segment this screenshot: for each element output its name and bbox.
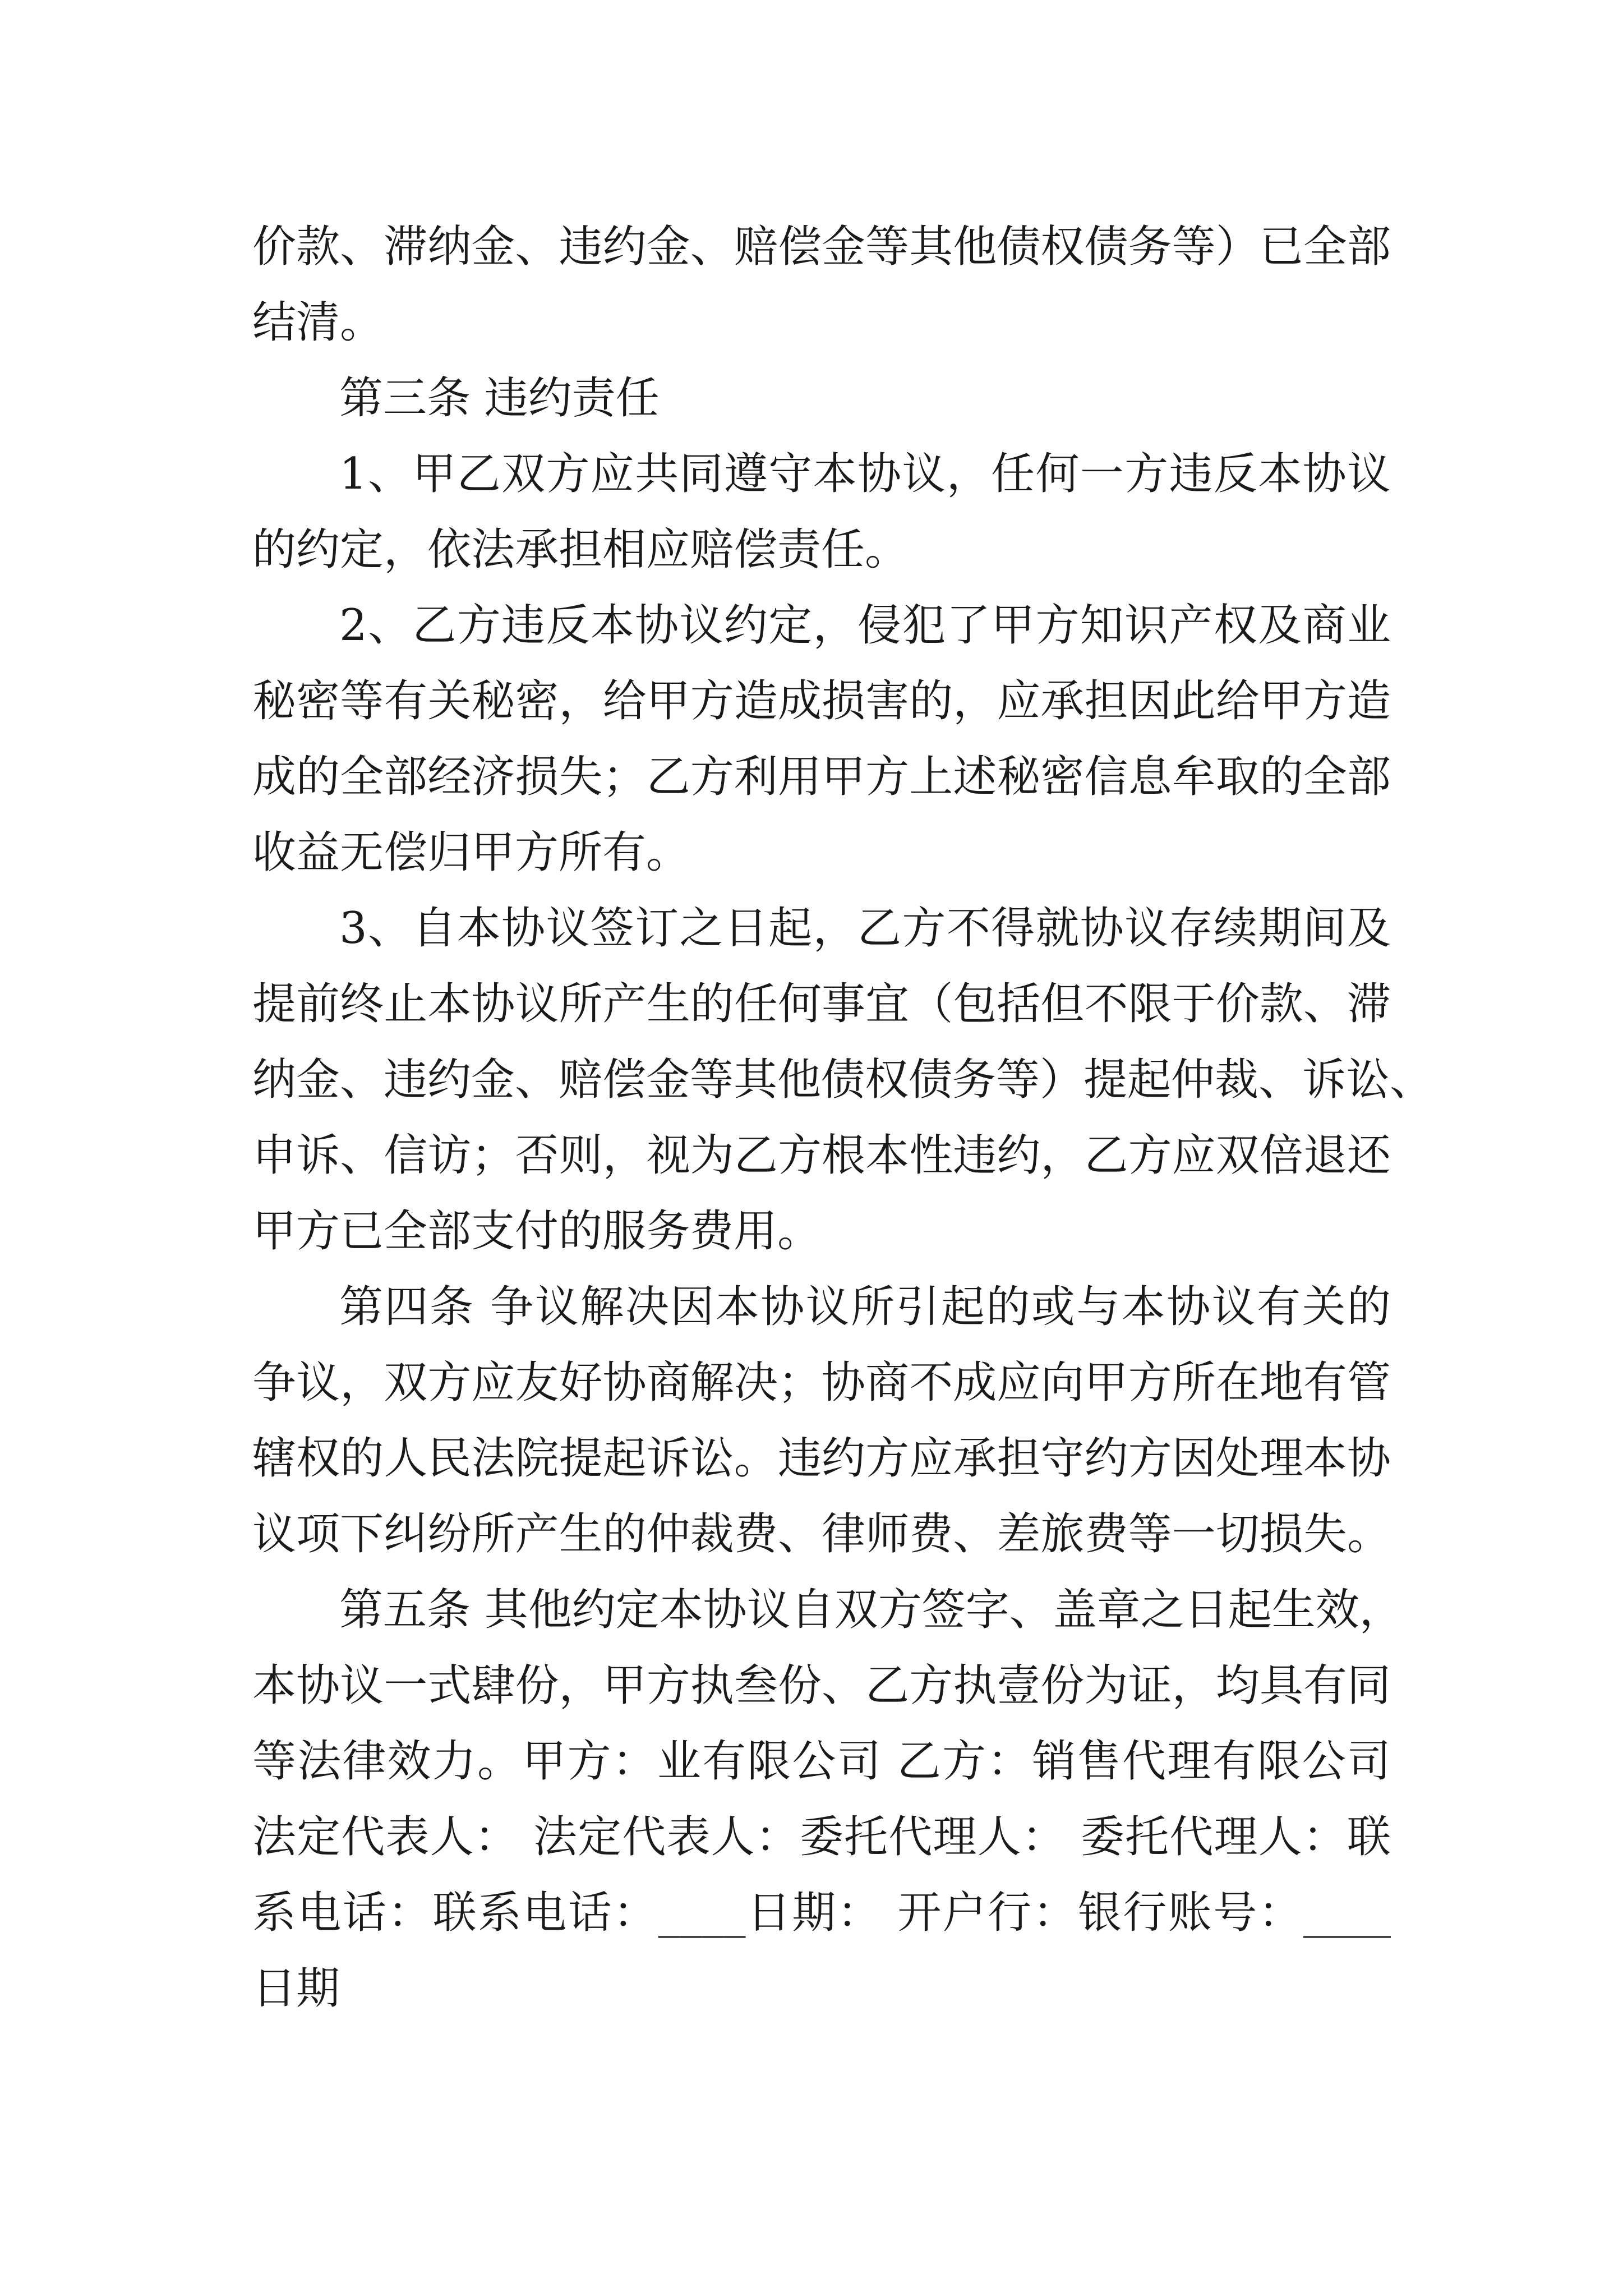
text-line-7: 秘密等有关秘密，给甲方造成损害的，应承担因此给甲方造 [252,676,1391,726]
text-line-21: 等法律效力。甲方：业有限公司 乙方：销售代理有限公司 [252,1736,1391,1787]
text-line-24: 日期 [252,1963,340,2014]
text-line-16: 争议，双方应友好协商解决；协商不成应向甲方所在地有管 [252,1358,1391,1408]
text-line-5: 的约定，依法承担相应赔偿责任。 [252,524,909,575]
text-line-14: 甲方已全部支付的服务费用。 [252,1206,822,1257]
article-3-heading: 第三条 违约责任 [339,373,660,424]
text-line-6: 2、乙方违反本协议约定，侵犯了甲方知识产权及商业 [339,600,1391,651]
text-line-11: 提前终止本协议所产生的任何事宜（包括但不限于价款、滞 [252,979,1391,1029]
text-line-2: 结清。 [252,297,384,348]
text-line-8: 成的全部经济损失；乙方利用甲方上述秘密信息牟取的全部 [252,752,1391,802]
text-line-18: 议项下纠纷所产生的仲裁费、律师费、差旅费等一切损失。 [252,1509,1391,1559]
text-line-4: 1、甲乙双方应共同遵守本协议，任何一方违反本协议 [339,449,1391,499]
text-line-17: 辖权的人民法院提起诉讼。违约方应承担守约方因处理本协 [252,1433,1391,1484]
text-line-22: 法定代表人： 法定代表人：委托代理人： 委托代理人：联 [252,1812,1391,1862]
text-line-23: 系电话：联系电话：____日期： 开户行：银行账号：____ [252,1888,1391,1938]
text-line-12: 纳金、违约金、赔偿金等其他债权债务等）提起仲裁、诉讼、 [252,1055,1434,1105]
text-line-9: 收益无偿归甲方所有。 [252,827,690,878]
article-4-heading: 第四条 争议解决因本协议所引起的或与本协议有关的 [339,1282,1391,1332]
text-line-10: 3、自本协议签订之日起，乙方不得就协议存续期间及 [339,903,1391,954]
text-line-20: 本协议一式肆份，甲方执叁份、乙方执壹份为证，均具有同 [252,1660,1391,1711]
article-5-heading: 第五条 其他约定本协议自双方签字、盖章之日起生效， [339,1585,1403,1635]
text-line-1: 价款、滞纳金、违约金、赔偿金等其他债权债务等）已全部 [252,222,1391,272]
text-line-13: 申诉、信访；否则，视为乙方根本性违约，乙方应双倍退还 [252,1130,1391,1181]
